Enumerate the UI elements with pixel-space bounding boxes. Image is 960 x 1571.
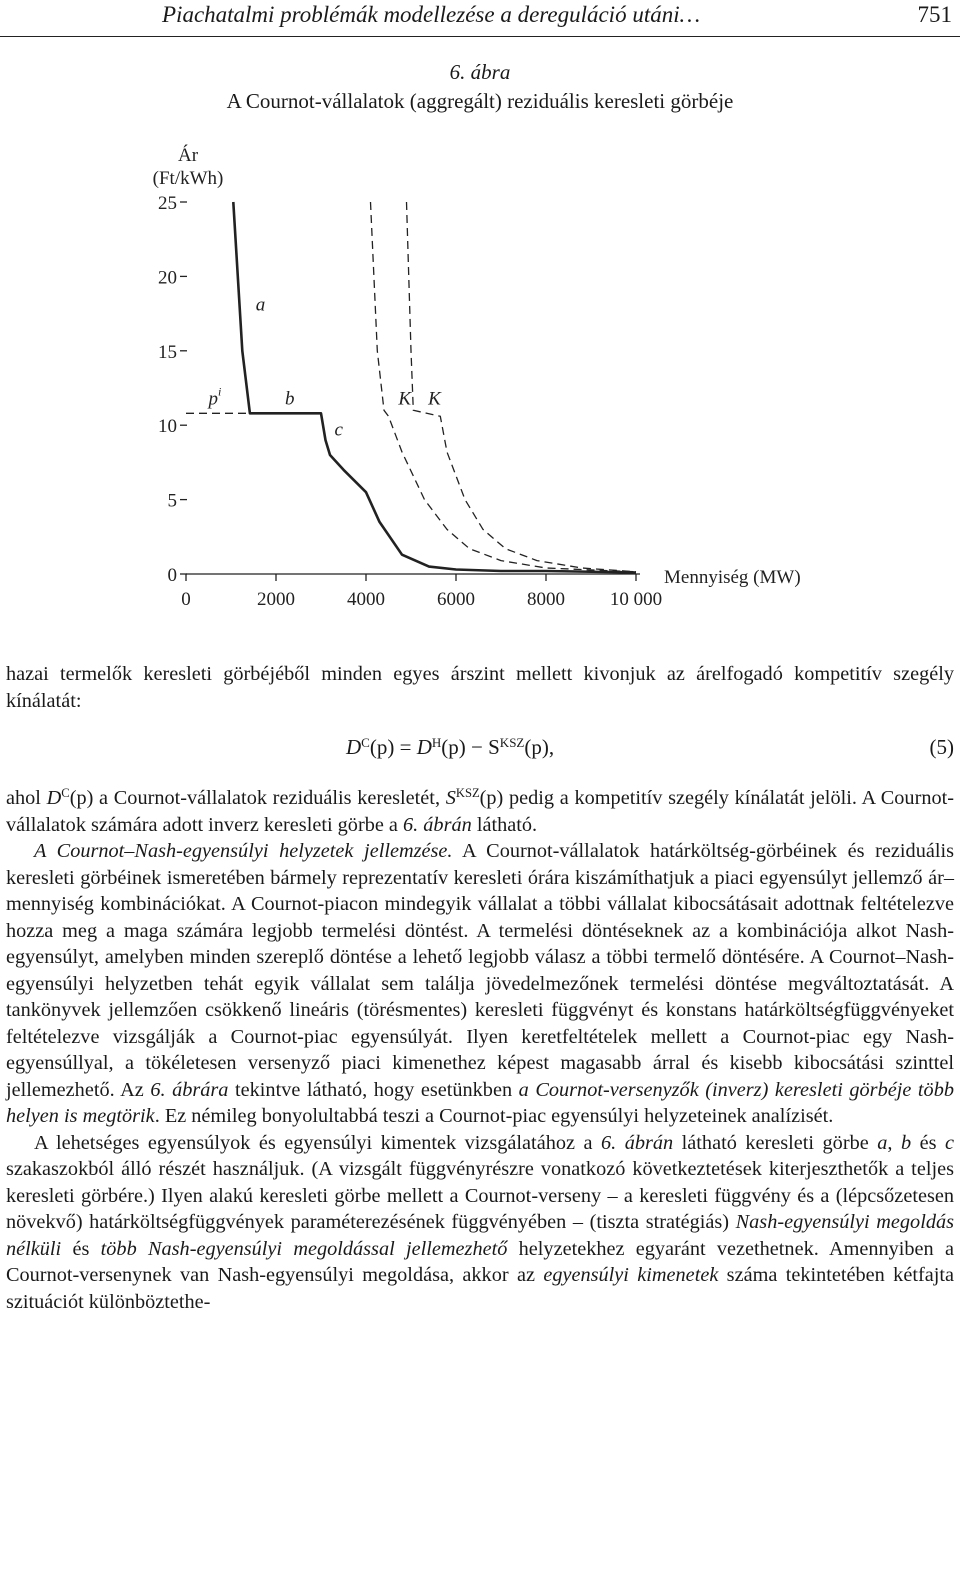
eq-D2: D <box>416 735 432 759</box>
text-run: és <box>911 1131 945 1154</box>
equation-formula <box>346 735 554 760</box>
running-header <box>0 0 960 37</box>
annotation-label: b <box>285 388 295 410</box>
symbol-S: S <box>445 787 456 809</box>
symbol-KSZ: KSZ <box>455 786 480 801</box>
demand-curve-chart <box>0 140 960 620</box>
equation-number: (5) <box>929 735 954 759</box>
x-tick-label: 10 000 <box>609 589 663 610</box>
paragraph-nash <box>6 838 954 1130</box>
equation-5 <box>0 735 960 769</box>
eq-part3: (p), <box>524 735 555 759</box>
text-run: A lehetséges egyensúlyok és egyensúlyi kimentek vizsgálatához a <box>34 1131 601 1154</box>
figure-title: A Cournot-vállalatok (aggregált) reziduális keresleti görbéje <box>226 89 734 113</box>
text-run: ahol <box>6 787 47 809</box>
segment-b: b <box>900 1131 912 1154</box>
text-run: . Ez némileg bonyolultabbá teszi a Cournot-piac egyensúlyi helyzeteinek analízisét. <box>154 1105 834 1127</box>
paragraph-last <box>6 1130 954 1316</box>
x-axis-label: Mennyiség (MW) <box>664 567 801 588</box>
y-tick-label: 15 <box>158 341 177 363</box>
series-line-1 <box>371 202 637 572</box>
eq-part2: (p) − S <box>441 735 500 759</box>
figure-reference: 6. ábrán <box>600 1131 674 1154</box>
annotation-label: c <box>334 419 343 441</box>
annotation-label: a <box>255 294 266 316</box>
text-run: , <box>887 1131 901 1154</box>
section-run-in-heading: A Cournot–Nash-egyensúlyi helyzetek jellemzése. <box>34 840 453 862</box>
annotation-superscript: i <box>218 384 222 399</box>
text-run: látható keresleti görbe <box>673 1131 878 1154</box>
text-run: (p) pedig a kompetitív szegély kínálatát jelöli. A Cournot-vállalatok számára adott inverz keresleti görbe a <box>6 787 954 836</box>
y-tick-label: 5 <box>167 490 177 512</box>
text-run: szakaszokból álló részét használjuk. (A vizsgált függvényrészre vonatkozó következtetések kiterjeszthetők a teljes keresleti görbére.) Ilyen alakú keresleti görbe mellett a Cournot-verseny – a keresleti függvény és a (lépcsőzetesen növekvő) határköltségfüggvények paraméterezésének függvényében – (tiszta stratégiás) <box>6 1158 954 1233</box>
running-title: Piachatalmi problémák modellezése a dereguláció utáni… <box>162 2 701 27</box>
y-tick-label: 10 <box>158 416 177 438</box>
text-run: tekintve látható, hogy esetünkben <box>228 1078 519 1101</box>
eq-part1: (p) = <box>369 735 412 759</box>
symbol-D: D <box>46 787 62 809</box>
y-axis-label: (Ft/kWh) <box>152 168 224 189</box>
eq-H: H <box>431 734 442 750</box>
emphasis: egyensúlyi kimenetek <box>543 1264 719 1286</box>
eq-D: D <box>346 735 362 759</box>
emphasis: Nash-egyensúlyi megoldás nélküli <box>6 1211 954 1260</box>
series-line-0 <box>233 202 636 573</box>
main-text <box>6 785 954 1315</box>
text-run: (p) a Cournot-vállalatok reziduális keresletét, <box>69 787 446 809</box>
text-run: száma tekintetében kétfajta szituációt különböztethe- <box>6 1264 954 1313</box>
series-line-2 <box>407 202 637 572</box>
eq-KSZ: KSZ <box>499 734 525 750</box>
paragraph-ahol <box>6 785 954 838</box>
x-tick-label: 2000 <box>257 589 295 610</box>
y-tick-label: 25 <box>158 193 177 214</box>
text-run: helyzetekhez egyaránt vezethetnek. Amennyiben a Cournot-versenynek van Nash-egyensúlyi megoldása, akkor az <box>6 1237 954 1286</box>
figure-number: 6. ábra <box>449 60 511 84</box>
x-tick-label: 4000 <box>347 589 385 610</box>
x-tick-label: 6000 <box>437 589 475 610</box>
segment-c: c <box>944 1131 954 1154</box>
text-run: A Cournot-vállalatok határköltség-görbéinek és reziduális keresleti görbéinek ismeretében bármely reprezentatív keresleti órára kiszámíthatjuk a piaci egyensúlyt jellemző ár–mennyiség kombinációkat. A Cournot-piacon mindegyik vállalat a többi vállalat kibocsátásait adottnak feltételezve hozza meg a maga számára legjobb termelési döntést. A termelési döntéseknek az a kombinációja alkot Nash-egyensúlyt, amelyben minden szereplő döntése a lehető legjobb válasz a többi termelő döntésére. A Cournot–Nash-egyensúlyi helyzetben tehát egyik vállalat sem találja jövedelmezőnek termelési döntése megváltoztatását. A tankönyvek jellemzően csökkenő lineáris (törésmentes) keresleti függvényt és konstans határköltségfüggvényeket feltételezve vizsgálják a Cournot-piac egyensúlyát. Ilyen keretfeltételek mellett a Cournot-piac egy Nash-egyensúllyal, a tökéletesen versenyző piaci kimenethez képest magasabb árral és kisebb kibocsátási szinttel jellemezhető. Az <box>6 840 954 1101</box>
x-tick-label: 0 <box>181 589 191 610</box>
annotation-label: K <box>398 388 412 410</box>
emphasis: a Cournot-versenyzők (inverz) keresleti görbéje több helyen is megtörik <box>6 1078 954 1127</box>
page-number: 751 <box>917 2 952 27</box>
emphasis: több Nash-egyensúlyi megoldással jellemezhető <box>100 1237 508 1260</box>
intro-paragraph <box>6 661 954 714</box>
eq-C: C <box>361 734 370 750</box>
annotation-label: K <box>428 388 441 410</box>
x-tick-label: 8000 <box>527 589 565 610</box>
figure-reference: 6. ábrán <box>403 813 472 836</box>
text-run: és <box>61 1237 101 1260</box>
text-run: látható. <box>471 813 538 836</box>
y-axis-label: Ár <box>177 145 199 166</box>
segment-a: a <box>877 1131 888 1154</box>
annotation-label: $p^i$ <box>208 384 222 410</box>
symbol-C: C <box>61 786 70 801</box>
y-tick-label: 0 <box>167 565 177 586</box>
y-tick-label: 20 <box>158 267 177 289</box>
intro-text: hazai termelők keresleti görbéjéből minden egyes árszint mellett kivonjuk az árelfogadó kompetitív szegély kínálatát: <box>6 663 954 712</box>
figure-reference: 6. ábrára <box>150 1078 229 1101</box>
